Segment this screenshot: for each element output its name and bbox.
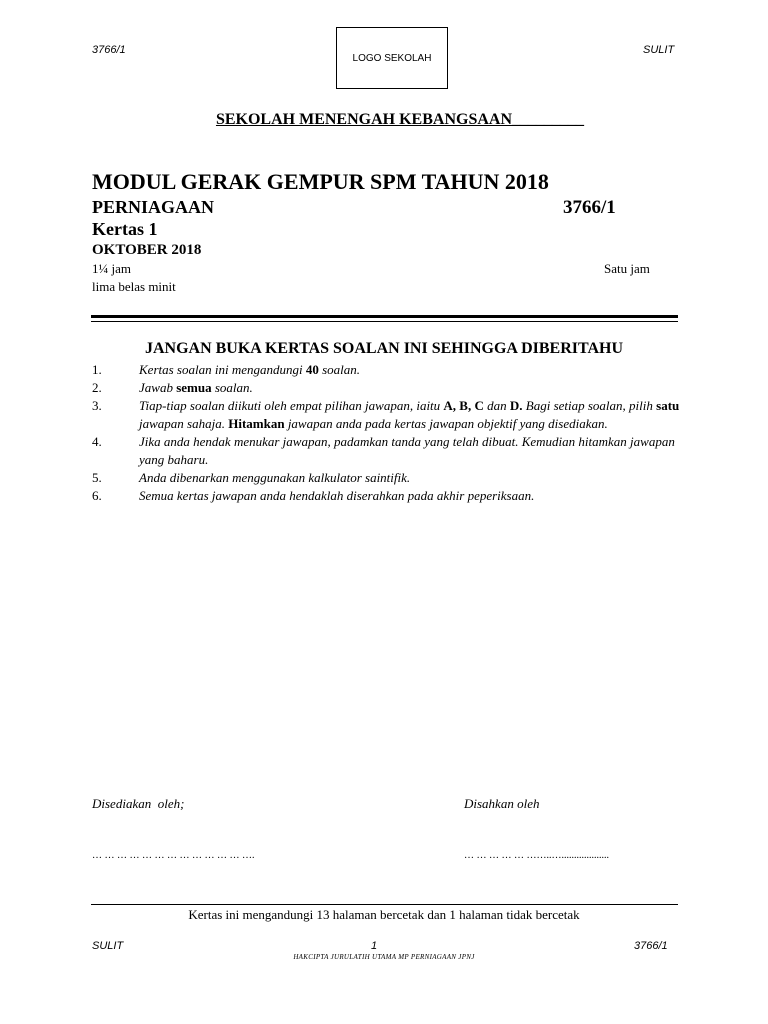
exam-month: OKTOBER 2018 [92,242,202,258]
subject-title: PERNIAGAAN [92,197,215,217]
footer-confidential-label: SULIT [92,940,124,952]
logo-text: LOGO SEKOLAH [352,52,432,64]
copyright-notice: HAKCIPTA JURULATIH UTAMA MP PERNIAGAAN JPNJ [293,953,475,961]
subject-code: 3766/1 [563,197,616,218]
paper-number: Kertas 1 [92,219,158,239]
prepared-by-signature-line: … … … … … … … … … … … … …. [92,850,255,861]
instruction-number: 2. [92,380,102,395]
exam-duration: 1¼ jam [92,261,131,276]
instruction-text: Tiap-tiap soalan diikuti oleh empat pilihan jawapan, iaitu A, B, C dan D. Bagi setiap soalan, pilih satu jawapan sahaja. Hitamkan jawapan anda pada kertas jawapan objektif yang disediakan. [139,398,680,431]
divider-thick [91,315,678,318]
warning-heading: JANGAN BUKA KERTAS SOALAN INI SEHINGGA DIBERITAHU [144,340,624,357]
instruction-item [92,361,682,379]
divider-thin [91,321,678,322]
prepared-by-label: Disediakan oleh; [92,796,185,811]
instruction-text: Jawab semua soalan. [139,380,253,395]
school-name-text: SEKOLAH MENENGAH KEBANGSAAN [215,111,513,128]
school-name [0,111,768,129]
header-confidential-label: SULIT [643,44,675,56]
instruction-text: Anda dibenarkan menggunakan kalkulator saintifik. [139,470,411,485]
module-title: MODUL GERAK GEMPUR SPM TAHUN 2018 [92,169,549,194]
instruction-text: Kertas soalan ini mengandungi 40 soalan. [139,362,361,377]
school-name-blank: _________ [512,111,585,128]
instruction-list [92,361,682,505]
page-number: 1 [371,940,378,952]
footer-paper-code: 3766/1 [634,940,668,952]
exam-duration-words-2: lima belas minit [92,279,176,294]
instruction-item [92,487,682,505]
footer-divider [91,904,678,905]
instruction-number: 1. [92,362,102,377]
instruction-text: Semua kertas jawapan anda hendaklah diserahkan pada akhir peperiksaan. [139,488,535,503]
instruction-item [92,397,682,433]
instruction-item [92,469,682,487]
instruction-number: 4. [92,434,102,449]
exam-duration-words-1: Satu jam [604,261,650,276]
instruction-item [92,433,682,469]
instruction-number: 3. [92,398,102,413]
instruction-item [92,379,682,397]
header-paper-code: 3766/1 [92,44,126,56]
instruction-number: 5. [92,470,102,485]
school-logo-placeholder [336,27,448,89]
page-count-note: Kertas ini mengandungi 13 halaman bercetak dan 1 halaman tidak bercetak [188,907,580,922]
approved-by-signature-line: … … … … … ……..…................... [464,850,609,861]
approved-by-label: Disahkan oleh [464,796,540,811]
instruction-number: 6. [92,488,102,503]
instruction-text: Jika anda hendak menukar jawapan, padamkan tanda yang telah dibuat. Kemudian hitamkan jawapan yang baharu. [139,434,675,467]
